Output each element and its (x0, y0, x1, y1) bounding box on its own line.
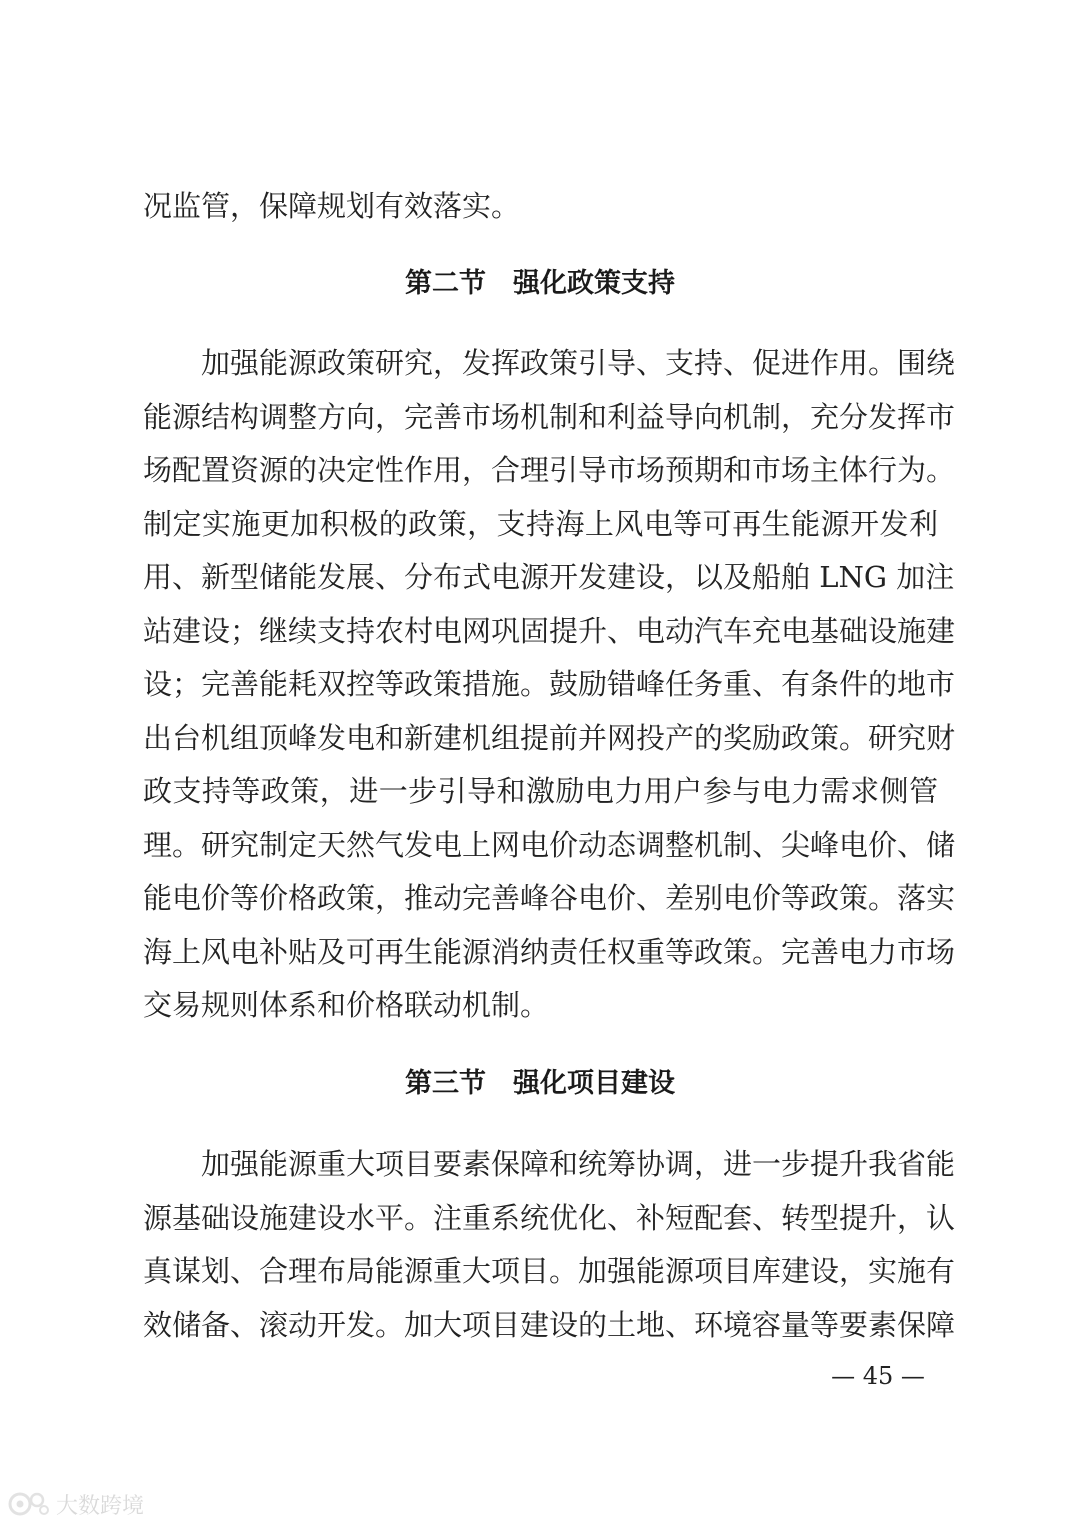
page-number: — 45 — (831, 1362, 925, 1390)
paragraph-line: 场配置资源的决定性作用，合理引导市场预期和市场主体行为。 (143, 453, 956, 487)
paragraph-line: 海上风电补贴及可再生能源消纳责任权重等政策。完善电力市场 (143, 935, 956, 969)
paragraph-line: 出台机组顶峰发电和新建机组提前并网投产的奖励政策。研究财 (143, 721, 956, 755)
paragraph-line: 站建设；继续支持农村电网巩固提升、电动汽车充电基础设施建 (143, 614, 956, 648)
paragraph-line: 能源结构调整方向，完善市场机制和利益导向机制，充分发挥市 (143, 400, 956, 434)
paragraph-line: 况监管，保障规划有效落实。 (143, 189, 521, 223)
watermark-text: 大数跨境 (56, 1493, 145, 1519)
paragraph-line: 政支持等政策，进一步引导和激励电力用户参与电力需求侧管 (143, 774, 938, 808)
paragraph-line: 加强能源政策研究，发挥政策引导、支持、促进作用。围绕 (143, 346, 956, 380)
paragraph-line: 制定实施更加积极的政策，支持海上风电等可再生能源开发利 (143, 507, 938, 541)
paragraph-line: 设；完善能耗双控等政策措施。鼓励错峰任务重、有条件的地市 (143, 667, 956, 701)
paragraph-line: 能电价等价格政策，推动完善峰谷电价、差别电价等政策。落实 (143, 881, 956, 915)
paragraph-line: 效储备、滚动开发。加大项目建设的土地、环境容量等要素保障 (143, 1308, 956, 1342)
watermark (6, 1488, 144, 1520)
section-heading-3: 第三节 强化项目建设 (405, 1068, 675, 1099)
paragraph-line: 理。研究制定天然气发电上网电价动态调整机制、尖峰电价、储 (143, 828, 956, 862)
watermark-logo-icon (6, 1490, 50, 1518)
section-heading-2: 第二节 强化政策支持 (405, 268, 675, 299)
paragraph-line: 用、新型储能发展、分布式电源开发建设，以及船舶 LNG 加注 (143, 560, 955, 594)
paragraph-line: 加强能源重大项目要素保障和统筹协调，进一步提升我省能 (143, 1147, 956, 1181)
paragraph-line: 源基础设施建设水平。注重系统优化、补短配套、转型提升，认 (143, 1201, 956, 1235)
paragraph-line: 交易规则体系和价格联动机制。 (143, 988, 550, 1022)
paragraph-line: 真谋划、合理布局能源重大项目。加强能源项目库建设，实施有 (143, 1254, 956, 1288)
